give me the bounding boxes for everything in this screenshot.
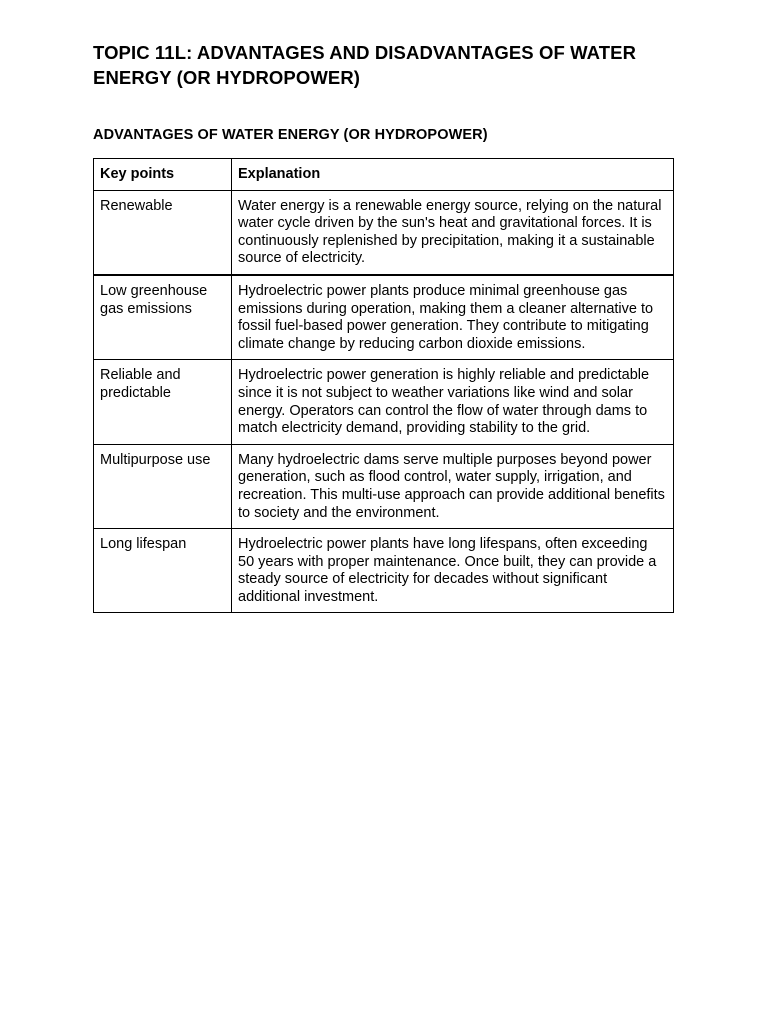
table-row (94, 275, 674, 360)
table-row (94, 360, 674, 444)
header-key-points: Key points (94, 159, 232, 191)
key-point-cell: Reliable and predictable (94, 360, 232, 444)
document-page (93, 40, 673, 613)
advantages-table (93, 158, 674, 613)
header-explanation: Explanation (232, 159, 674, 191)
key-point-cell: Renewable (94, 190, 232, 275)
table-row (94, 444, 674, 528)
page-title: TOPIC 11L: ADVANTAGES AND DISADVANTAGES OF WATER ENERGY (OR HYDROPOWER) (93, 42, 637, 88)
section-title: ADVANTAGES OF WATER ENERGY (OR HYDROPOWER) (93, 127, 488, 143)
key-point-cell: Multipurpose use (94, 444, 232, 528)
explanation-cell: Hydroelectric power plants have long lifespans, often exceeding 50 years with proper maintenance. Once built, they can provide a steady source of electricity for decades without significant additional investment. (232, 529, 674, 613)
key-point-cell: Long lifespan (94, 529, 232, 613)
explanation-cell: Hydroelectric power plants produce minimal greenhouse gas emissions during operation, making them a cleaner alternative to fossil fuel-based power generation. They contribute to mitigating climate change by reducing carbon dioxide emissions. (232, 275, 674, 360)
table-header-row (94, 159, 674, 191)
explanation-cell: Water energy is a renewable energy source, relying on the natural water cycle driven by the sun's heat and gravitational forces. It is continuously replenished by precipitation, making it a sustainable source of electricity. (232, 190, 674, 275)
key-point-cell: Low greenhouse gas emissions (94, 275, 232, 360)
explanation-cell: Many hydroelectric dams serve multiple purposes beyond power generation, such as flood control, water supply, irrigation, and recreation. This multi-use approach can provide additional benefits to society and the environment. (232, 444, 674, 528)
table-row (94, 529, 674, 613)
table-row (94, 190, 674, 275)
explanation-cell: Hydroelectric power generation is highly reliable and predictable since it is not subject to weather variations like wind and solar energy. Operators can control the flow of water through dams to match electricity demand, providing stability to the grid. (232, 360, 674, 444)
